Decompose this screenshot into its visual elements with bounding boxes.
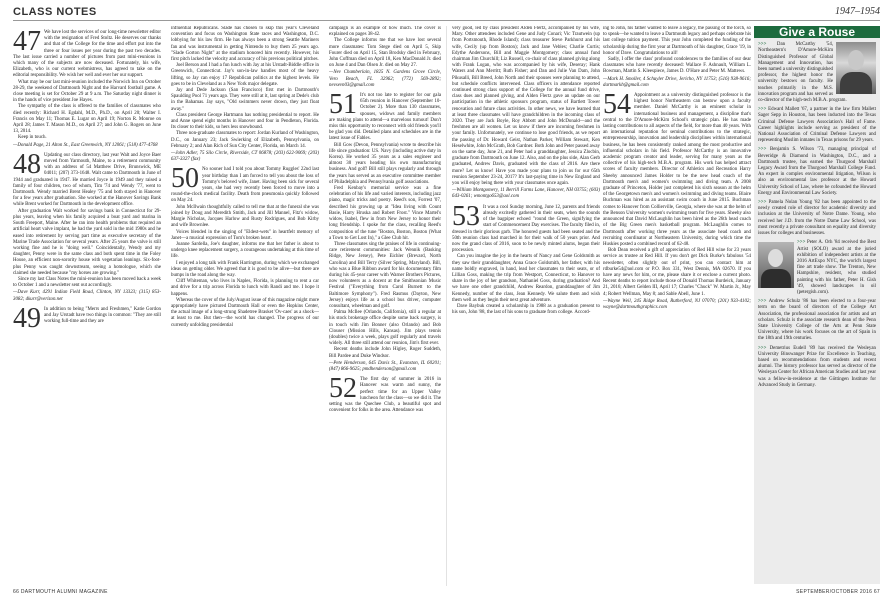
note-paragraph: Dave Baybuk created a scholarship in 1988 as a graduation present to his son, John '88, the last of his sons to graduate from college. Accord- <box>452 303 600 316</box>
note-paragraph: Three classmates sing the praises of life in continuing-care retirement communities: Jack Wennik (Basking Ridge, New Jersey), Pete Eichler (Brevard, North Carolina) and Bill Terry (Silver Spring, Maryland). Bill, who was a Blue Ribbon award for his documentary film during his 45-year career with Warner Brothers Pictures, now volunteers as a docent at the Smithsonian Music Festival ("Everything from Carol Burnett to the Baltimore Symphony"). Fred Rasmus (Dayton, New Jersey) enjoys life as a school bus driver, computer consultant, wheelman and golf. <box>329 241 441 309</box>
class-entry-1952 <box>329 373 441 414</box>
page-gutter <box>446 26 447 586</box>
class-year: 52 <box>329 373 357 405</box>
note-paragraph: In addition to being "Merrs and Freshmen," Katie Gordon and Jay Urstadt have two things in common: "They are still working full-time and they are <box>44 306 161 325</box>
sidebar-item: >>> Andrew Schulz '86 has been elected to a four-year term on the board of directors of the College Art Association, the professional association for artists and art scholars. Schulz is the associate research dean of the Penn State University College of the Arts at Penn State University, where his work focuses on the art of Spain in the 18th and 19th centuries. <box>758 299 876 342</box>
class-year: 51 <box>329 89 357 121</box>
footer-right: SEPTEMBER/OCTOBER 2016 67 <box>796 589 880 595</box>
footer-left: 66 DARTMOUTH ALUMNI MAGAZINE <box>13 589 108 595</box>
note-paragraph: Cliff Whiteman, who lives in Naples, Florida, is planning to rent a car and drive for a trip across Florida to lunch with Randi and me. I hope it happens. <box>171 279 319 297</box>
note-paragraph: It was a cool Sunday morning, June 12, parents and friends already excitedly gathered in their seats, when the sounds of the bagpiper echoed "round the Green, signifying the start of Commencement Day exercises. The faculty filed in, dressed in their glorious garb. The honored guests had been seated and the 50th reunion class had marched in for their walk of 50 years prior. And now the grand class of 2016, soon to be newly minted alums, began their procession. <box>452 204 600 254</box>
note-paragraph: Voices blended in the singing of "Eldest-wets" in heartfelt memory of Janet—a musical expression of Tom's broken heart. <box>171 229 319 241</box>
note-paragraph: Keep in touch. <box>18 135 47 141</box>
header-rule <box>13 20 880 21</box>
note-paragraph: Since my last Class Notes the mini-reunion has been moved back a week to October 1 and a newsletter sent out accordingly. <box>13 276 161 289</box>
note-paragraph: Jay and Dede Jackson (San Francisco) first met in Dartmouth's Spaulding Pool 71 years ago. They were still at it, last spring at Dede's club in the Bahamas. Jay says, "Old swimmers never drown, they just float away." <box>171 88 319 112</box>
note-paragraph: influential Republicans. Slade has chosen to skip this year's Cleveland convention and focus on Washington State races and Washington, D.C. lobbying for his law firm. He has always been a strong Seattle Mariners fan and was instrumental in getting Nintendo to buy them 25 years ago. "Slade Gorton Night" at the stadium honored him recently. However, his first pitch lacked the velocity and accuracy of his previous political pitches. <box>171 26 319 63</box>
note-paragraph: Joanne Sardella, Joe's daughter, informs me that her father is about to undergo knee replacement surgery, a courageous undertaking at this time of life. <box>171 241 319 260</box>
class-year: 47 <box>13 26 41 57</box>
secretary-signature: —John Adler, 75 Silo Circle, Riverside, CT 06878; (203) 622-9069; (203) 637-3327 (fax) <box>171 151 319 163</box>
note-paragraph: I enjoyed a long talk with Frank Harrington, during which we exchanged ideas on getting older. We agreed that it is good to be alive—but there are bumps in the road along the way. <box>171 260 319 278</box>
class-year: 50 <box>171 163 199 195</box>
give-a-rouse-sidebar <box>754 26 880 584</box>
note-paragraph: Whereas the cover of the July/August issue of this magazine might more appropriately have pictured Dartmouth Hall or even the Hopkins Center, the actual image of a long-strung Shadetree Brasket 'Ov-caes' as a shock—at least to me. But then—the world has changed. The progress of our currently unfolding presidential <box>171 297 319 328</box>
note-paragraph: ing to John, his father wanted to leave a legacy, the passing of the torch, so to speak—he wanted to leave a Dartmouth legacy and perhaps celebrate his last college tuition payment. This year John completed the funding of the scholarship during the first year at Dartmouth of his daughter, Grace '19, in honor of Dave. Congratulations to all! <box>603 26 751 56</box>
secretary-signature: —Pete Henderson, 645 Davis St., Evanston, IL 60201; (847) 866-9625; pmdhenderson@gmail.com <box>329 360 441 372</box>
sidebar-item: >>> Edward Mallett '67, a partner in the law firm Mallett Sager Sepp in Houston, has been inducted into the Texas Criminal Defense Lawyers Association's Hall of Fame. Career highlights include serving as president of the National Association of Criminal Defense Lawyers and representing Muslim inmates in Texas prisons for 29 years. <box>758 107 876 144</box>
class-year: 54 <box>603 89 631 121</box>
class-year: 49 <box>13 302 41 334</box>
column-2 <box>171 26 319 584</box>
arrow-icon: >>> <box>758 345 770 351</box>
arrow-icon: >>> <box>758 200 769 206</box>
class-entry-1947 <box>13 26 161 149</box>
secretary-signature: —Dave Kurr, 4291 Indian Field Road, Clinton, NY 13323; (315) 853-3082; dkurr@verizon.net <box>13 290 161 302</box>
note-paragraph: campaign is an example of how much. The cover is explained on pages 38-42. <box>329 26 441 38</box>
arrow-icon: >>> <box>758 147 770 153</box>
portrait-photo <box>758 242 794 288</box>
note-paragraph: Palma McIlee (Orlando, California), still a regular at his stock brokerage office despite some back surgery, is in touch with Jim Bonner (also Orlando) and Bob Clouser (Mission Hills, Kansas). Jim plays tennis (doubles) twice a week, plays golf regularly and travels widely. All three still attend our reunion, Jim's first ever. <box>329 310 441 347</box>
note-paragraph: The sympathy of the class is offered to the families of classmates who died recently: Richard H. Egdahl, M.D., Ph.D., on April 20; Walter I. Francis on May 11; Thomas E. Lugar on April 19; Norton R. Monroe on April 28; James T. Mason M.D., on April 27; and John G. Rogers on June 13, 2014. <box>13 104 161 135</box>
note-paragraph: We have lost the services of our long-time newsletter editor with the resignation of Fred Stoltz. He deserves our thanks and that of the College for the time and effort put into the three or four issues per year during the past two decades. The last issue carried a number of pictures from past mini-reunions in which many of the subjects are now deceased. Fortunately, his wife, Elizabeth, who is our current webmistress, has agreed to take on the editorial responsibility. We wish her well and ever her our support. <box>13 30 161 79</box>
sidebar-item: >>> Peter A. Orh '84 received the Best Artist (SOLO) award at the juried exhibition of independent artists at the 2016 ArtExpo NYC, the world's largest fine art trade show. The Trenton, New Hampshire, resident, who studied painting with his father, Peter H. Gish '49, showed landscapes in oil (petergish.com). <box>797 240 876 295</box>
note-paragraph: Class president George Hartmann has nothing presidential to report. He and Anne spend eight months in Hanover and four in Pendleton, Florida. Its closer to their kids, so hers less snowbound. <box>171 112 319 131</box>
column-3 <box>329 26 441 584</box>
class-entry-1953 <box>452 200 600 317</box>
class-entry-1950 <box>171 163 319 328</box>
note-paragraph: very good, led by class president Alden Flertz, accompanied by his wife, Mary. Other attendees included Gene and Judy Conari; Vic Trautwein (up from Portsmouth, Rhode Island); class treasurer Steve Parkhurst and his wife, Cecily (up from Boston); Jack and Jane Vebles; Charlie Curtis; Edythe Andersons, Bill and Maggie Montgomery; class annual fund chairman Jim Churchill; Liz Russell, co-chair of class planned giving along with Frank Logan, who was accompanied by his wife, Deseray; Hank Waters and Ann Merritt; Ruth Fisher; and Dan and Julie Van Dam, John Pikusalli, Bill Breed, John North and their spouses were planning to attend, but schedule conflicts intervened. Class officers in attendance reported continued strong class support of the College for the annual fund drive, class dues and planned giving, and Alden Flertz gave an update on our participation in the athletic sponsors program, status of Bartlett Tower renovation and future class activities. In other news, we have learned that at least three classmates will have grandchildren in the incoming class of 2020. They are Jack Boyle, Roy Abbott and John McDonald—and the freshmen are all women. Let us know if there are incoming freshmen in your family. Unfortunately, we continue to lose good friends, as we report the passing of Dr. Howard Geist, Nathan Parker, William Stewart, Ken Heselwhite, John McGrath, Bob Gardner. Both John and Peter passed away on the same day, June 21, and Peter had a granddaughter, Jessica Zlocbin, graduate from Dartmouth on June 12. Also, and on the plus side, Alan Gerb graduated, Andrew Davis, graduated with the class of 2016. Are there more? Let us know! Have you made your plans to join us for our 65th reunion September 23-24, 2017? It's last-paying time in New England and you will enjoy being there with your classmates once again. <box>452 26 600 187</box>
sidebar-title: Give a Rouse <box>754 26 880 38</box>
section-title: CLASS NOTES <box>13 6 97 18</box>
note-paragraph: Bob Dean received a gift of appreciation of Red Hill wine for 23 years service as trustee at Red Hill. If you don't get Dick Burke's fabulous '54 newsletter, often slightly out of print, you can contact him at rdburke54@aol.com or P.O. Box 331, West Dennis, MA 02670. If you have any news for him, or me, please share it or enclose a current photo. Recent deaths to report include those of Donald Thomas Burdeick, January 21, 2016; Albert Gelden III, April 17; Charles "Chuck" W. Martin Jr., May 4; Robert Wellman, May 8; and Sable Abell, June 1. <box>603 248 751 297</box>
note-paragraph: Can you imagine the joy in the hearts of Nancy and Gene Goldsmith as they saw their granddaughter, Anna Grace Goldsmith, her father, with his name boldly engraved, in hand, lead her classmates to their seats, or of Lillian Goss, making the trip from Westport, Connecticut, to Hanover to share in the joy of her grandson, Nathaniel Goss, during graduation? And we have one other grandchild, Andrew Reardon, granddaughter of Jim Kennedy, number of the class, Jean Kennedy. We salute them and wish them well as they begin their next great adventure. <box>452 254 600 303</box>
class-entry-1951 <box>329 89 441 373</box>
arrow-icon: >>> <box>797 240 808 246</box>
note-paragraph: The College informs me that we have lost several more classmates: Tom Stege died on April 5, Skip Fourer died on April 15, Stan Brodsky died in February, John Coffman died on April 18, Ken MacDonald Jr. died on June 4 and Dan Olsen Jr. died on May 27. <box>329 38 441 69</box>
sidebar-item: >>> Benjamin S. Wilson '73, managing principal of Beveridge & Diamond in Washington, D.C., and a Dartmouth trustee, has earned the Thurgood Marshall Legacy Award from the Thurgood Marshall College Fund. An expert in complex environmental litigation, Wilson is also an environmental law professor at the Howard University School of Law, where he cofounded the Howard Energy and Environmental Law Society. <box>758 147 876 196</box>
portrait-photo <box>836 42 876 94</box>
class-entry-1949 <box>13 302 161 334</box>
arrow-icon: >>> <box>758 42 777 48</box>
secretary-signature: —Donald Page, 21 Alton St., East Greenwich, NY 12061; (518) 477-4768 <box>13 142 158 148</box>
note-paragraph: Appointment as a university distinguished professor is the highest honor Northeastern can bestow upon a faculty member. Daniel McCarthy is an eminent scholar in international business and management, a discipline that's central to the D'Amore-McKim School's strategic plan. He has made lasting contributions to all aspects of the field, for more than 40 years. With an international reputation for seminal contributions to the strategic, entrepreneurship, innovation and leadership disciplines within international business, he has been consistently ranked among the most productive and influential scholars in his field. Professor McCarthy is an innovative academic program creator and leader, serving for many years as the collective of his high-tech M.B.A. program. His work has helped attract scores of faculty members. Director of Athletics and Recreation Harry Sheehy announced James Holder to be the new head coach of the Dartmouth men's and women's swimming and diving team. A 2008 graduate of Princeton, Holder just completed his sixth season at the helm of the Georgetown men's and women's swimming and diving teams. Blaire Buchman was hired as an assistant swim coach in June 2015. Buchman comes to Hanover from Collierville, Georgia, where she was at the helm of the Benson University women's swimming team for five years. Sheehy also announced that David McLaughlin has been hired as the 26th head coach of the Big Green men's basketball program. McLaughlin comes to Dartmouth after working three years as the associate head coach and recruiting coordinator at Northeastern University, during which time the Huskies posted a combined record of 62-48. <box>603 93 751 247</box>
sidebar-item: >>> Demetrius Eudell '89 has received the Wesleyan University Binswanger Prize for Excellence in Teaching, based on recommendations from students and recent alumni. The history professor has served as director of the Wesleyan Center for African American Studies and last year was a fellow-in-residence at the Göttingen Institute for Advanced Study in Germany. <box>758 345 876 388</box>
secretary-signature: —William Montgomery, 11 Berrill Farms Lane, Hanover, NH 03755; (603) 643-0261; wmontgo653@aol.com <box>452 188 600 200</box>
note-paragraph: Fred Kenbay's memorial service was a fine celebration of his life and varied interests, including jazz piano, magic tricks and poetry. Reed's son, Forrest '07, described his growing up at "Idea living with Count Basie, Harry Hruska and Robert Frost." Vince Martel's widow, Isabel, flew in from New Jersey to honor their long friendship. I spoke for the class, recalling Reed's composition of the tune "Boston, Boston, Boston (What a Town to Get Lost In)," a Glee Club hit. <box>329 186 441 241</box>
note-paragraph: The first day of summer in 2016 in Hanover was warm and sunny, the perfect time for an Upper Valley luncheon for the class—so we did it. The setting was the Quechee Club, a beautiful spot and convenient for folks in the area. Attendance was <box>329 377 441 414</box>
note-paragraph: Sadly, I offer the class' profound condolences to the families of our dear classmates who have recently deceased: Wallace F. Ashnault, William L. Bowman, Martin S. Kleespiece, James D. O'Hare and Peter M. Mattews. <box>603 57 751 75</box>
year-range: 1947–1954 <box>835 6 880 17</box>
note-paragraph: What may be our last mini-reunion included the Norwich Inn on October 28-29, the weekend of Dartmouth Night and the Harvard football game. A close meeting is set for October 29 at 9 a.m. The Saturday night dinner is in the hands of vice president Joe Hayes. <box>13 79 161 104</box>
column-1 <box>13 26 161 584</box>
class-year: 48 <box>13 148 41 180</box>
note-paragraph: Three non-graduate classmates to report: Jordan Kurland of Washington, D.C., on January 23; Jack Swierking of Elizabeth, Pennsylvania, on February 2; and Alan Rich of Sun City Center, Florida, on March 14. <box>171 131 319 149</box>
sidebar-body <box>754 38 880 396</box>
note-paragraph: Updating our class directory, last year Walt and Joyce Baer moved from Yarmouth, Maine, to a retirement community with an address of 54 Matthew Drive, Brunswick, ME 04011; (207) 373-1648. Walt came to Dartmouth in June of 1944 and graduated in 1947. He married Joyce in 1949 and they raised a family of four children, two of whom, Tim '74 and Wendy '77, went to Dartmouth. Wendy married Brent Healey '75 and both stayed in Hanover for a few years after graduation. She worked at the Hanover Savings Bank while Brent worked for Dartmouth in the development office. <box>13 152 161 208</box>
arrow-icon: >>> <box>758 299 769 305</box>
note-paragraph: Joel Berson and I had a fun lunch with Jay at his Urstadt-Biddle office in Greenwich, Connecticut. Jay's son-in-law handles most of the heavy lifting, so Jay can enjoy 17 Republican politics at the highest levels. He goes to be in Cleveland as a New York major delegate. <box>171 63 319 87</box>
note-paragraph: Bill Gow (Devon, Pennsylvania) wrote to describe his life since graduation: US. Navy (including active duty in Korea). He worked 35 years as a sales engineer and almost 30 years heading his own manufacturing business. And golf! Bill still plays regularly and through the years has served as an executive committee member of Philadelphia and Pennsylvania golf associations. <box>329 142 441 185</box>
class-entry-1948 <box>13 148 161 303</box>
arrow-icon: >>> <box>758 107 769 113</box>
note-paragraph: After graduation Walt worked for savings bank in Connecticut for 29-plus years, leaving when his family acquired a boat yard and marina in South Freeport, Maine. After he ran into health problems that required an artificial heart valve implant, he had the yard sold in the mid 1980s and he eased into retirement by serving part time as executive secretary of the Marine Trade Association for several years. After 25 years the valve is still working fine and he is "doing well." Coincidentally, Wendy and my daughter, Penny were in the same class and both spent time in the Foley House, an efficient non-sorority house with vegetarian leanings. Six-foot-plus Penny was caught downstream, seeing a homologue, which she claimed she needed because "my horses are growing." <box>13 208 161 276</box>
note-paragraph: It's not too late to register for our gala 65th reunion in Hanover (September 10-October 2). More than 130 classmates, spouses, widows and family members are making plans to attend—a marvelous turnout! Don't miss this opportunity to reconnect with old friends you'll be glad you did. Detailed plans and schedules are in the latest issue of Fables. <box>329 93 441 142</box>
secretary-signature: —Wayne Weil, 245 Ridge Road, Rutherford, NJ 07070; (201) 933-4102; wayne@dartmouthgraphics.com <box>603 298 751 310</box>
note-paragraph: John McIlwain thoughtfully called to tell me that at the funeral she was joined by Doug and Meredith Smith, Jack and Jill Mannel, Fitz's widow, Margie Nicholas, Jacques Harlow and Rusty Rodrigues, and Bob Kirby and wife Brownlee. <box>171 204 319 229</box>
secretary-signature: —Mark H. Smoller, 4 Schuyler Drive, Jericho, NY 11753; (516) 938-9616; dartmarkh@gmail.com <box>603 76 751 88</box>
column-5 <box>603 26 751 584</box>
sidebar-item: >>> Pamela Nolan Young '82 has been appointed to the newly created role of director for academic diversity and inclusion at the University of Notre Dame. Young, who received her J.D. from the Notre Dame Law School, was most recently a private consultant on equality and diversity issues for colleges and businesses. <box>758 200 876 237</box>
class-entry-1954 <box>603 89 751 311</box>
secretary-signature: —Nev Chamberlain, 1825 N. Gardens Grove Circle, Vero Beach, FL 32962; (772) 569-2892; nevsevn03@gmail.com <box>329 70 441 88</box>
note-paragraph: No sooner had I told you about Tommy Ruggles' 22nd last year birthday than I am forced to tell you about the loss of Tommy's beloved wife, Janet. Having been sick for several years, she had very recently been forced to move into a round-the-clock medical facility. Death from pneumonia quickly followed on May 24. <box>171 167 319 204</box>
sidebar-item: >>> Dan McCarthy '54, Northeastern's D'Amore-McKim Distinguished Professor of Global Management and Innovation, has been named a university distinguished professor, the highest honor the university bestows on faculty. He teaches primarily in the M.S. innovation program and has served as co-director of the high-tech M.B.A. program. <box>758 42 847 104</box>
note-paragraph: Recent deaths include John Higley, Roger Suddeth, Bill Pardee and Duke Windsor. <box>329 347 441 359</box>
class-year: 53 <box>452 200 480 232</box>
column-4 <box>452 26 600 584</box>
